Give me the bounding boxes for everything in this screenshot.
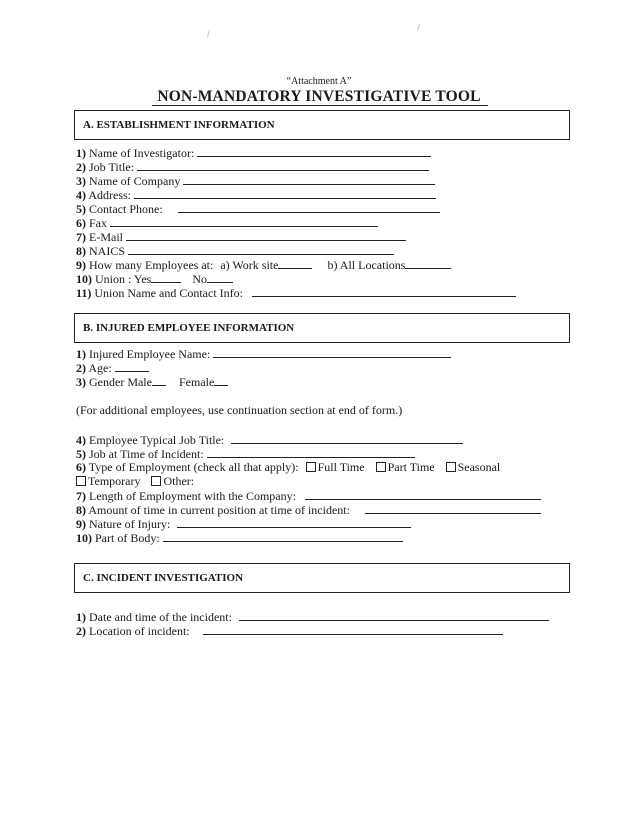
section-c-title: C. INCIDENT INVESTIGATION [83, 572, 244, 584]
job-at-incident-input[interactable] [207, 446, 415, 458]
field-number: 6) [76, 460, 86, 474]
union-no-label: No [192, 272, 208, 286]
field-gender [76, 374, 228, 388]
field-number: 8) [76, 503, 86, 517]
field-label: Type of Employment (check all that apply): [88, 460, 299, 474]
field-label: Job at Time of Incident: [89, 447, 204, 461]
field-number: 7) [76, 230, 86, 244]
union-yes-label: Union : Yes [95, 272, 152, 286]
gender-male-input[interactable] [152, 374, 166, 386]
union-yes-input[interactable] [151, 271, 181, 283]
contact-phone-input[interactable] [178, 201, 440, 213]
scan-speck [417, 24, 420, 31]
field-number: 2) [76, 624, 86, 638]
field-number: 1) [76, 347, 86, 361]
continuation-note: (For additional employees, use continuation section at end of form.) [76, 403, 403, 417]
all-locations-label: b) All Locations [327, 258, 406, 272]
title-underline [152, 105, 488, 106]
investigator-name-input[interactable] [197, 145, 431, 157]
company-name-input[interactable] [183, 173, 435, 185]
gender-male-label: Gender Male [89, 375, 152, 389]
field-label: Injured Employee Name: [89, 347, 211, 361]
field-label: Name of Investigator: [89, 146, 195, 160]
incident-datetime-input[interactable] [239, 609, 549, 621]
part-of-body-input[interactable] [163, 530, 403, 542]
field-number: 2) [76, 160, 86, 174]
field-incident-location [76, 623, 503, 637]
fax-input[interactable] [110, 215, 378, 227]
field-number: 2) [76, 361, 86, 375]
field-label: Job Title: [89, 160, 135, 174]
temporary-checkbox[interactable] [76, 476, 86, 486]
field-label: Amount of time in current position at time of incident: [88, 503, 350, 517]
field-label: Fax [89, 216, 107, 230]
field-number: 4) [76, 188, 86, 202]
temporary-label: Temporary [88, 474, 141, 488]
field-number: 6) [76, 216, 86, 230]
field-fax [76, 215, 378, 229]
field-union [76, 271, 233, 285]
field-number: 9) [76, 517, 86, 531]
field-age [76, 360, 149, 374]
gender-female-input[interactable] [214, 374, 228, 386]
field-incident-datetime [76, 609, 549, 623]
injured-employee-name-input[interactable] [213, 346, 451, 358]
field-label: Contact Phone: [89, 202, 163, 216]
field-number: 3) [76, 375, 86, 389]
field-time-in-position [76, 502, 541, 516]
section-a-header [74, 110, 570, 140]
naics-input[interactable] [128, 243, 394, 255]
field-number: 10) [76, 272, 92, 286]
field-number: 9) [76, 258, 86, 272]
field-employment-type-cont [76, 474, 194, 488]
field-label: E-Mail [89, 230, 123, 244]
email-input[interactable] [126, 229, 406, 241]
field-number: 4) [76, 433, 86, 447]
age-input[interactable] [115, 360, 149, 372]
field-label: Nature of Injury: [89, 517, 171, 531]
nature-of-injury-input[interactable] [177, 516, 411, 528]
field-employment-type [76, 460, 500, 474]
field-employment-length [76, 488, 541, 502]
seasonal-label: Seasonal [457, 460, 501, 474]
field-number: 1) [76, 146, 86, 160]
work-site-count-input[interactable] [278, 257, 312, 269]
address-input[interactable] [134, 187, 436, 199]
time-in-position-input[interactable] [365, 502, 541, 514]
field-label: NAICS [89, 244, 126, 258]
field-number: 1) [76, 610, 86, 624]
page-title: NON-MANDATORY INVESTIGATIVE TOOL [157, 88, 481, 105]
other-checkbox[interactable] [151, 476, 161, 486]
employment-length-input[interactable] [305, 488, 541, 500]
field-contact-phone [76, 201, 440, 215]
field-label: Union Name and Contact Info: [94, 286, 243, 300]
gender-female-label: Female [178, 375, 215, 389]
section-c-header [74, 563, 570, 593]
field-label: Name of Company [89, 174, 181, 188]
field-company-name [76, 173, 435, 187]
part-time-label: Part Time [387, 460, 435, 474]
field-nature-of-injury [76, 516, 411, 530]
field-job-title [76, 159, 429, 173]
work-site-label: a) Work site [220, 258, 279, 272]
union-contact-input[interactable] [252, 285, 516, 297]
field-label: Length of Employment with the Company: [89, 489, 296, 503]
field-label: Part of Body: [95, 531, 160, 545]
field-address [76, 187, 436, 201]
field-part-of-body [76, 530, 403, 544]
field-employee-count [76, 257, 451, 271]
typical-job-title-input[interactable] [231, 432, 463, 444]
field-number: 10) [76, 531, 92, 545]
section-a-title: A. ESTABLISHMENT INFORMATION [83, 119, 275, 131]
attachment-label: “Attachment A” [286, 76, 352, 87]
field-number: 11) [76, 286, 92, 300]
field-number: 5) [76, 202, 86, 216]
field-label: How many Employees at: [89, 258, 214, 272]
incident-location-input[interactable] [203, 623, 503, 635]
field-label: Employee Typical Job Title: [89, 433, 225, 447]
seasonal-checkbox[interactable] [446, 462, 456, 472]
field-label: Date and time of the incident: [89, 610, 232, 624]
job-title-input[interactable] [137, 159, 429, 171]
part-time-checkbox[interactable] [376, 462, 386, 472]
field-injured-employee-name [76, 346, 451, 360]
field-union-contact [76, 285, 516, 299]
field-number: 7) [76, 489, 86, 503]
other-label: Other: [163, 474, 195, 488]
full-time-checkbox[interactable] [306, 462, 316, 472]
field-job-at-incident [76, 446, 415, 460]
all-locations-count-input[interactable] [405, 257, 451, 269]
field-number: 5) [76, 447, 86, 461]
full-time-label: Full Time [317, 460, 365, 474]
section-b-header [74, 313, 570, 343]
union-no-input[interactable] [207, 271, 233, 283]
field-number: 3) [76, 174, 86, 188]
field-typical-job-title [76, 432, 463, 446]
field-email [76, 229, 406, 243]
field-number: 8) [76, 244, 86, 258]
field-label: Location of incident: [89, 624, 190, 638]
field-label: Age: [88, 361, 112, 375]
field-investigator-name [76, 145, 431, 159]
field-label: Address: [88, 188, 132, 202]
field-naics [76, 243, 394, 257]
scan-speck [207, 30, 210, 37]
section-b-title: B. INJURED EMPLOYEE INFORMATION [83, 322, 295, 334]
